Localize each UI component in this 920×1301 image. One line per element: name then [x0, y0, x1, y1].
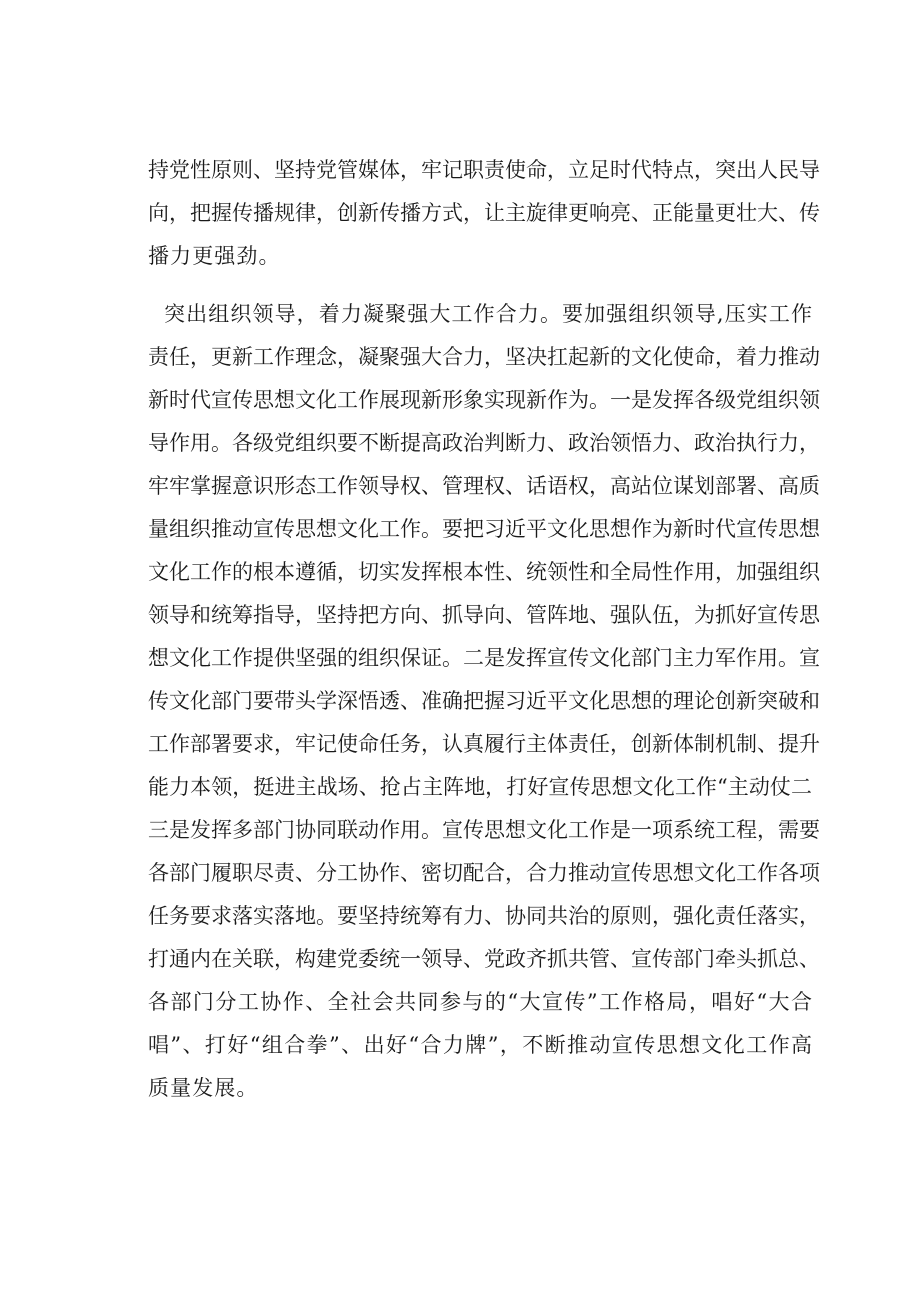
text-line: 想文化工作提供坚强的组织保证。二是发挥宣传文化部门主力军作用。宣 — [148, 646, 820, 670]
text-line: 向，把握传播规律，创新传播方式，让主旋律更响亮、正能量更壮大、传 — [148, 201, 820, 225]
text-line: 任务要求落实落地。要坚持统筹有力、协同共治的原则，强化责任落实， — [148, 904, 820, 928]
text-line: 持党性原则、坚持党管媒体，牢记职责使命，立足时代特点，突出人民导 — [148, 158, 820, 182]
text-line: 传文化部门要带头学深悟透、准确把握习近平文化思想的理论创新突破和 — [148, 689, 820, 713]
text-line: 各部门履职尽责、分工协作、密切配合，合力推动宣传思想文化工作各项 — [148, 861, 820, 885]
text-line: 文化工作的根本遵循，切实发挥根本性、统领性和全局性作用，加强组织 — [148, 560, 820, 584]
text-line: 领导和统筹指导，坚持把方向、抓导向、管阵地、强队伍，为抓好宣传思 — [148, 603, 820, 627]
text-line: 播力更强劲。 — [148, 244, 281, 268]
text-line: 三是发挥多部门协同联动作用。宣传思想文化工作是一项系统工程，需要 — [148, 818, 820, 842]
text-line: 责任，更新工作理念，凝聚强大合力，坚决扛起新的文化使命，着力推动 — [148, 345, 820, 369]
text-line: 工作部署要求，牢记使命任务，认真履行主体责任，创新体制机制、提升 — [148, 732, 820, 756]
text-line: 能力本领，挺进主战场、抢占主阵地，打好宣传思想文化工作“主动仗二 — [148, 775, 812, 799]
text-line: 导作用。各级党组织要不断提高政治判断力、政治领悟力、政治执行力， — [148, 431, 820, 455]
text-line: 唱”、打好“组合拳”、出好“合力牌”，不断推动宣传思想文化工作高 — [148, 1033, 812, 1057]
text-line: 各部门分工协作、全社会共同参与的“大宣传”工作格局，唱好“大合 — [148, 990, 812, 1014]
text-line: 牢牢掌握意识形态工作领导权、管理权、话语权，高站位谋划部署、高质 — [148, 474, 820, 498]
text-line: 打通内在关联，构建党委统一领导、党政齐抓共管、宣传部门牵头抓总、 — [148, 947, 820, 971]
text-line: 新时代宣传思想文化工作展现新形象实现新作为。一是发挥各级党组织领 — [148, 388, 820, 412]
text-line: 质量发展。 — [148, 1076, 259, 1100]
text-line: 量组织推动宣传思想文化工作。要把习近平文化思想作为新时代宣传思想 — [148, 517, 820, 541]
text-line: 突出组织领导，着力凝聚强大工作合力。要加强组织领导,压实工作 — [164, 302, 812, 326]
